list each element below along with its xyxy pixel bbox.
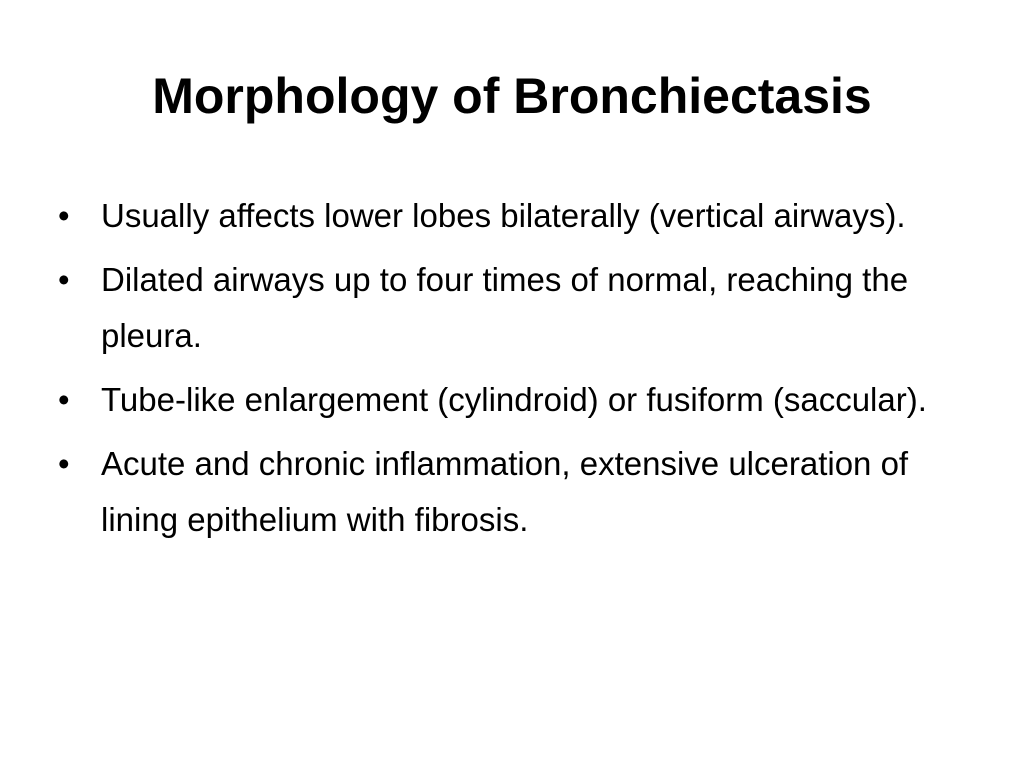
bullet-text-3: Tube-like enlargement (cylindroid) or fusiform (saccular). [101, 381, 927, 418]
bullet-item-4 [58, 436, 978, 548]
bullet-item-3 [58, 372, 978, 428]
bullet-text-1: Usually affects lower lobes bilaterally (vertical airways). [101, 197, 906, 234]
bullet-dot-icon: • [58, 381, 70, 418]
slide-title: Morphology of Bronchiectasis [152, 68, 872, 124]
bullet-dot-icon: • [58, 197, 70, 234]
bullet-item-1 [58, 188, 978, 244]
bullet-list [58, 188, 978, 556]
bullet-text-2: Dilated airways up to four times of normal, reaching the pleura. [101, 261, 909, 354]
bullet-item-2 [58, 252, 978, 364]
bullet-dot-icon: • [58, 261, 70, 298]
bullet-text-4: Acute and chronic inflammation, extensive ulceration of lining epithelium with fibrosis. [101, 445, 909, 538]
bullet-dot-icon: • [58, 445, 70, 482]
